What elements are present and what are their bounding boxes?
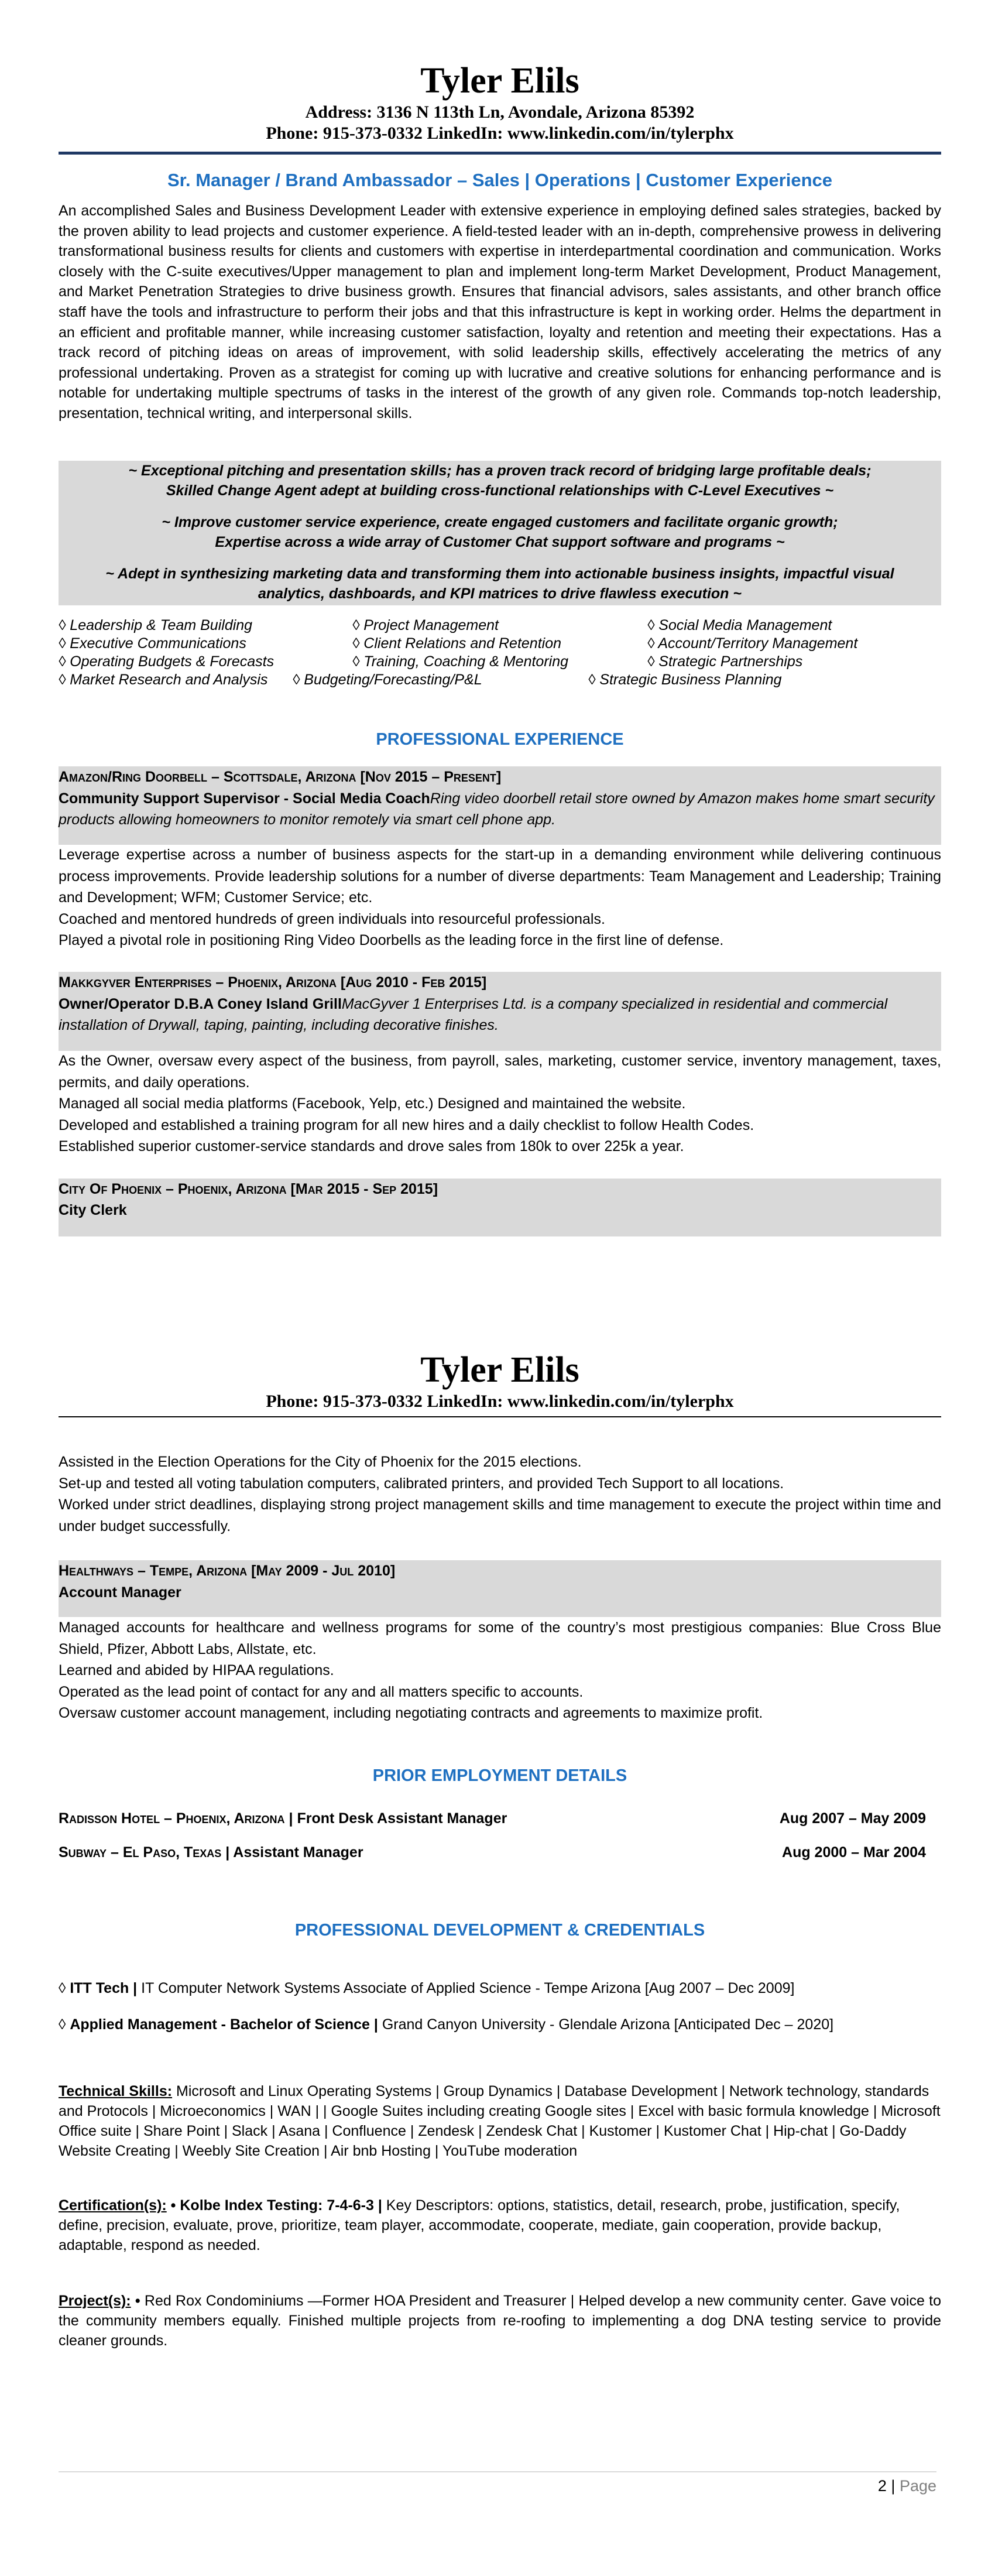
bullet-icon: •: [131, 2293, 145, 2309]
highlight-line: analytics, dashboards, and KPI matrices to drive flawless execution ~: [258, 585, 742, 602]
job-bullet: Assisted in the Election Operations for the City of Phoenix for the 2015 elections.: [59, 1454, 582, 1470]
job-company: City Of Phoenix – Phoenix, Arizona [Mar 2015 - Sep 2015]: [59, 1181, 438, 1197]
diamond-bullet-icon: ◊: [59, 1980, 70, 1996]
job-description: MacGyver 1 Enterprises Ltd. is a company specialized in residential and commercial installation of Drywall, taping, painting, including decorative finishes.: [59, 995, 888, 1033]
job-company: Healthways – Tempe, Arizona [May 2009 - Jul 2010]: [59, 1563, 396, 1579]
page-number: 2: [877, 2477, 887, 2495]
education-title: Applied Management - Bachelor of Science |: [70, 2016, 378, 2033]
highlight: [59, 512, 941, 552]
skill-item: ◊ Budgeting/Forecasting/P&L: [293, 672, 482, 688]
skill-item: ◊ Training, Coaching & Mentoring: [352, 653, 569, 670]
technical-skills-text: Microsoft and Linux Operating Systems | Group Dynamics | Database Development | Network technology, standards and Protocols | Microeconomics | WAN | | Google Suites including creating Google sites | Excel with basic formula knowledge | Microsoft Office suite | Share Point | Slack | Asana | Confluence | Zendesk | Zendesk Chat | Kustomer | Kustomer Chat | Hip-chat | Go-Daddy Website Creating | Weebly Site Creation | Air bnb Hosting | YouTube moderation: [59, 2083, 941, 2159]
skill-item: ◊ Strategic Partnerships: [647, 653, 803, 670]
projects-text: Red Rox Condominiums —Former HOA President and Treasurer | Helped develop a new community center. Gave voice to the community members equally. Finished multiple projects from re-roofing to implementing a dog DNA testing service to provide cleaner grounds.: [59, 2293, 941, 2349]
job-bullets: [59, 1050, 941, 1157]
address: Address: 3136 N 113th Ln, Avondale, Arizona 85392: [305, 102, 695, 122]
technical-skills-label: Technical Skills:: [59, 2083, 173, 2099]
resume-name-page2: Tyler Elils: [420, 1350, 579, 1390]
job-bullet: Worked under strict deadlines, displaying strong project management skills and time management to execute the project within time and under budget successfully.: [59, 1496, 941, 1534]
certifications: [59, 2195, 941, 2255]
phone-linkedin-page2: Phone: 915-373-0332 LinkedIn: www.linkedin.com/in/tylerphx: [266, 1392, 734, 1411]
highlight: [59, 461, 941, 501]
core-skills: [59, 616, 941, 689]
skill-item: ◊ Social Media Management: [647, 617, 832, 633]
prior-dates: Aug 2000 – Mar 2004: [782, 1844, 926, 1861]
job-bullet: Oversaw customer account management, including negotiating contracts and agreements to maximize profit.: [59, 1705, 763, 1721]
job-bullet: Developed and established a training program for all new hires and a daily checklist to follow Health Codes.: [59, 1116, 754, 1133]
skill-item: ◊ Leadership & Team Building: [59, 617, 253, 633]
header-divider-page2: [59, 1416, 941, 1417]
job-bullets: [59, 1617, 941, 1724]
separator: |: [284, 1810, 297, 1827]
prior-dates: Aug 2007 – May 2009: [779, 1810, 926, 1827]
job-bullet: Played a pivotal role in positioning Ring Video Doorbells as the leading force in the first line of defense.: [59, 932, 724, 948]
prior-company: Subway – El Paso, Texas: [59, 1844, 222, 1861]
page-footer: [878, 2476, 936, 2495]
highlight-line: ~ Improve customer service experience, create engaged customers and facilitate organic growth;: [162, 514, 838, 530]
page-label: Page: [899, 2477, 936, 2495]
job-bullet: Managed all social media platforms (Facebook, Yelp, etc.) Designed and maintained the website.: [59, 1095, 686, 1112]
job-company: Amazon/Ring Doorbell – Scottsdale, Arizona [Nov 2015 – Present]: [59, 769, 502, 785]
skill-item: ◊ Client Relations and Retention: [352, 635, 562, 652]
job-bullets: [59, 844, 941, 951]
footer-separator: |: [886, 2477, 900, 2495]
phone-linkedin: Phone: 915-373-0332 LinkedIn: www.linkedin.com/in/tylerphx: [266, 124, 734, 143]
skill-item: ◊ Strategic Business Planning: [588, 672, 782, 688]
section-heading-experience: PROFESSIONAL EXPERIENCE: [376, 730, 624, 749]
job-description: Ring video doorbell retail store owned by Amazon makes home smart security products allowing homeowners to monitor remotely via smart cell phone app.: [59, 790, 935, 828]
job-bullets: [59, 1451, 941, 1537]
job-bullet: Leverage expertise across a number of business aspects for the start-up in a demanding environment while delivering continuous process improvements. Provide leadership solutions for a number of diverse departments: Team Management and Leadership; Training and Development; WFM; Customer Service; etc.: [59, 847, 941, 906]
prior-job: [59, 1842, 941, 1862]
separator: |: [221, 1844, 234, 1861]
job-company: Makkgyver Enterprises – Phoenix, Arizona [Aug 2010 - Feb 2015]: [59, 974, 487, 991]
highlight-line: Expertise across a wide array of Customer Chat support software and programs ~: [215, 534, 785, 550]
job-header: [59, 1179, 941, 1236]
education-title: ITT Tech |: [70, 1980, 138, 1996]
job-bullet: Established superior customer-service standards and drove sales from 180k to over 225k a year.: [59, 1138, 684, 1155]
skill-item: ◊ Account/Territory Management: [647, 635, 858, 652]
prior-company: Radisson Hotel – Phoenix, Arizona: [59, 1810, 285, 1827]
prior-role: Front Desk Assistant Manager: [297, 1810, 507, 1827]
job-bullet: As the Owner, oversaw every aspect of the business, from payroll, sales, marketing, customer service, inventory management, taxes, permits, and daily operations.: [59, 1053, 941, 1091]
certifications-label: Certification(s):: [59, 2197, 167, 2214]
resume-name: Tyler Elils: [420, 61, 579, 101]
education-item: [59, 2015, 941, 2034]
projects: [59, 2291, 941, 2351]
skill-item: ◊ Operating Budgets & Forecasts: [59, 653, 275, 670]
highlights-box: [59, 461, 941, 605]
job-header: [59, 1560, 941, 1617]
highlight-line: ~ Exceptional pitching and presentation skills; has a proven track record of bridging large profitable deals;: [128, 463, 872, 479]
summary-paragraph: An accomplished Sales and Business Development Leader with extensive experience in employing defined sales strategies, backed by the proven ability to lead projects and customer experience. A field-tested leader with an in-depth, comprehensive prowess in delivering transformational business results for clients and customers with expertise in interdepartmental coordination and communication. Works closely with the C-suite executives/Upper management to plan and implement long-term Market Development, Product Management, and Market Penetration Strategies to drive business growth. Ensures that financial advisors, sales assistants, and other branch office staff have the tools and infrastructure to perform their jobs and that this infrastructure is kept in working order. Helms the department in an efficient and profitable manner, while increasing customer satisfaction, loyalty and retention and meeting their expectations. Has a track record of pitching ideas on areas of improvement, with solid leadership skills, effectively accelerating the metrics of any professional undertaking. Proven as a strategist for coming up with lucrative and creative solutions for enhancing performance and is notable for undertaking multiple spectrums of tasks in the interest of the growth of any given role. Commands top-notch leadership, presentation, technical writing, and interpersonal skills.: [59, 203, 941, 422]
prior-job: [59, 1808, 941, 1828]
job-header: [59, 766, 941, 845]
certification-name: • Kolbe Index Testing: 7-4-6-3 |: [166, 2197, 382, 2214]
job-bullet: Managed accounts for healthcare and wellness programs for some of the country’s most prestigious companies: Blue Cross Blue Shield, Pfizer, Abbott Labs, Allstate, etc.: [59, 1619, 941, 1657]
education-detail: IT Computer Network Systems Associate of Applied Science - Tempe Arizona [Aug 2007 – Dec 2009]: [137, 1980, 795, 1996]
projects-label: Project(s):: [59, 2293, 131, 2309]
skill-item: ◊ Executive Communications: [59, 635, 246, 652]
footer-divider: [59, 2471, 936, 2472]
job-role: Community Support Supervisor - Social Media Coach: [59, 790, 430, 807]
job-header: [59, 972, 941, 1051]
diamond-bullet-icon: ◊: [59, 2016, 70, 2033]
section-heading-credentials: PROFESSIONAL DEVELOPMENT & CREDENTIALS: [294, 1921, 705, 1940]
job-bullet: Set-up and tested all voting tabulation computers, calibrated printers, and provided Tech Support to all locations.: [59, 1475, 784, 1492]
section-heading-prior: PRIOR EMPLOYMENT DETAILS: [372, 1766, 627, 1785]
prior-role: Assistant Manager: [233, 1844, 363, 1861]
job-bullet: Learned and abided by HIPAA regulations.: [59, 1662, 334, 1678]
education-item: [59, 1978, 941, 1998]
highlight-line: Skilled Change Agent adept at building cross-functional relationships with C-Level Executives ~: [166, 482, 834, 499]
job-bullet: Operated as the lead point of contact for any and all matters specific to accounts.: [59, 1683, 584, 1700]
header-divider: [59, 152, 941, 155]
skill-item: ◊ Project Management: [352, 617, 499, 633]
job-role: City Clerk: [59, 1202, 127, 1218]
certification-text: Key Descriptors: options, statistics, detail, research, probe, justification, specify, define, precision, evaluate, prove, prioritize, team player, accommodate, cooperate, mediate, gain cooperation, provide backup, adaptable, respond as needed.: [59, 2197, 900, 2253]
job-role: Account Manager: [59, 1584, 181, 1601]
job-role: Owner/Operator D.B.A Coney Island Grill: [59, 995, 342, 1012]
highlight: [59, 564, 941, 604]
headline: Sr. Manager / Brand Ambassador – Sales | Operations | Customer Experience: [167, 170, 833, 190]
skill-item: ◊ Market Research and Analysis: [59, 672, 268, 688]
education-detail: Grand Canyon University - Glendale Arizona [Anticipated Dec – 2020]: [378, 2016, 834, 2033]
highlight-line: ~ Adept in synthesizing marketing data and transforming them into actionable business insights, impactful visual: [105, 566, 894, 582]
job-bullet: Coached and mentored hundreds of green individuals into resourceful professionals.: [59, 910, 605, 927]
technical-skills: [59, 2081, 941, 2161]
